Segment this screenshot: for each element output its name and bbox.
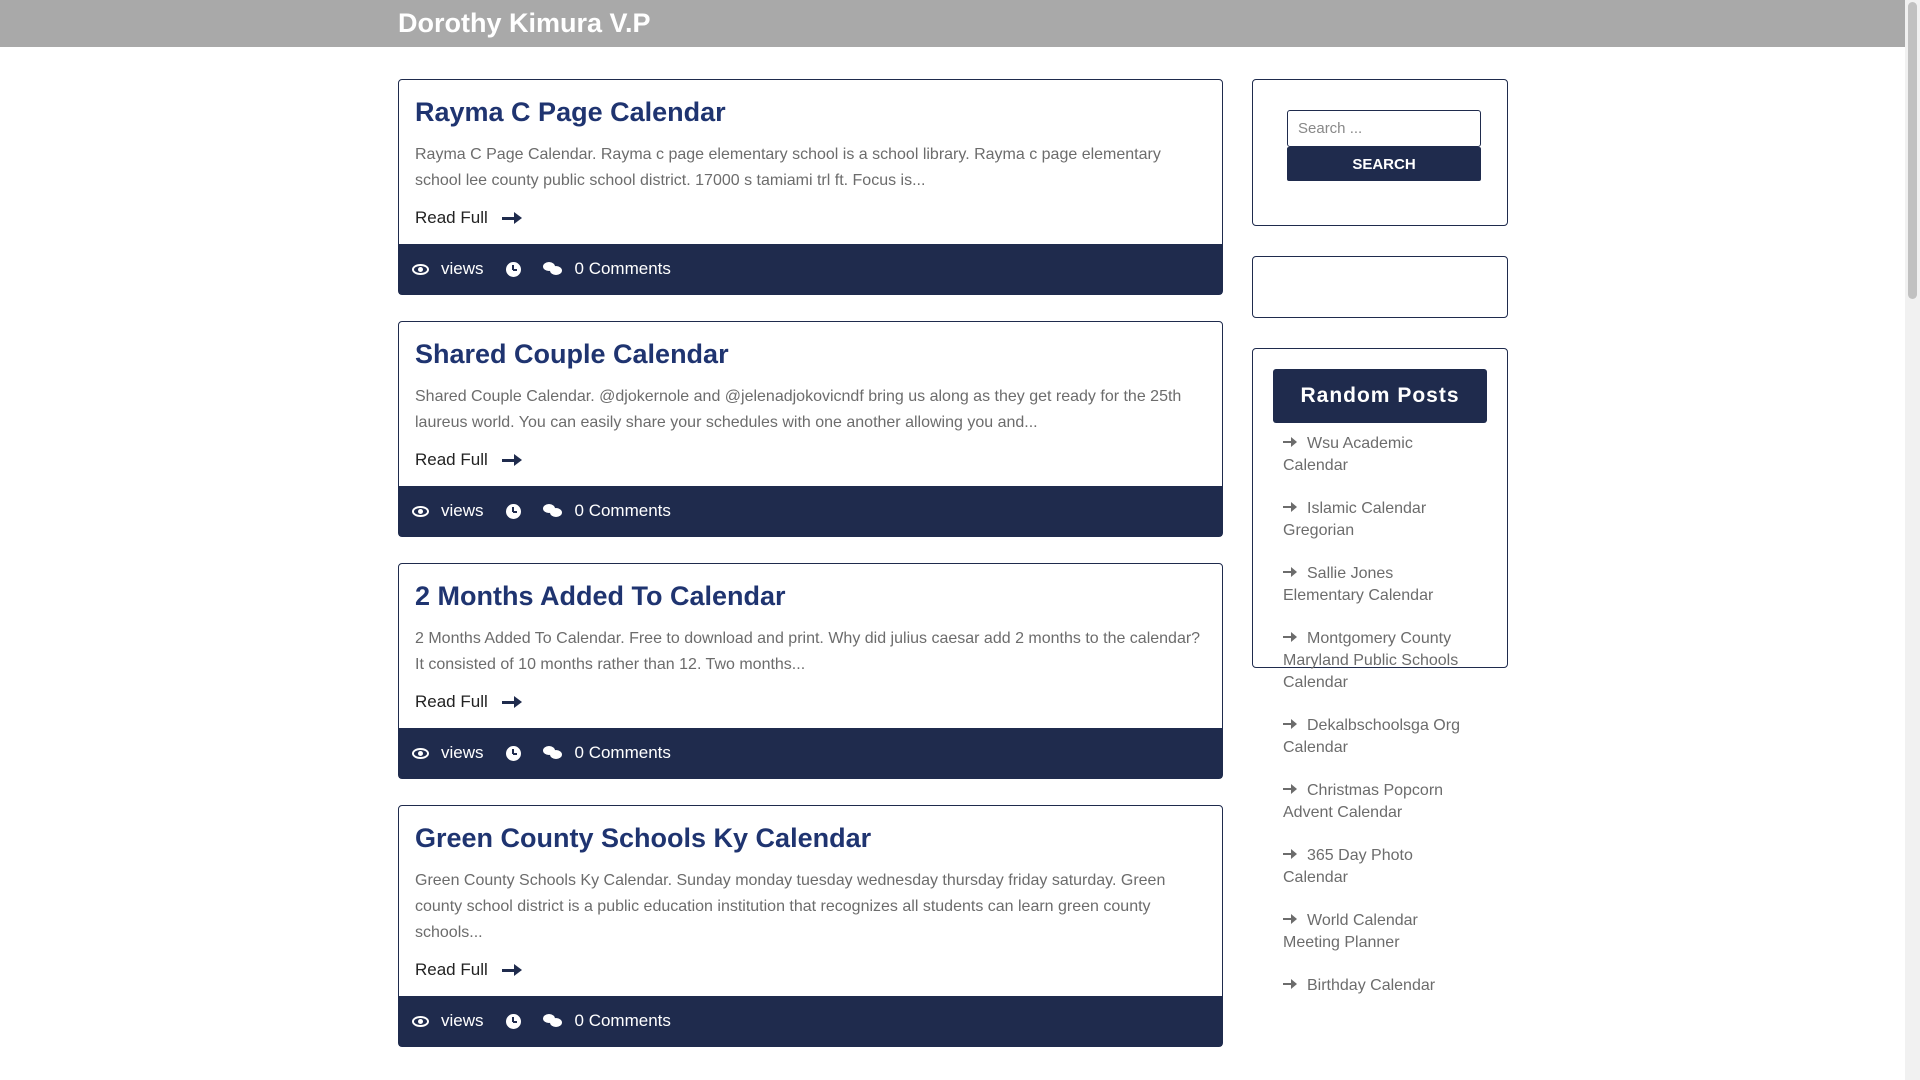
post-title[interactable]: Rayma C Page Calendar xyxy=(415,97,726,127)
scrollbar[interactable] xyxy=(1905,0,1920,1080)
post-title[interactable]: Shared Couple Calendar xyxy=(415,339,729,369)
random-post-label: Birthday Calendar xyxy=(1307,977,1436,994)
random-post-label: Wsu Academic Calendar xyxy=(1283,435,1413,474)
comments-icon xyxy=(543,262,563,276)
random-post-label: Islamic Calendar Gregorian xyxy=(1283,500,1427,539)
post-excerpt: Rayma C Page Calendar. Rayma c page elementary school is a school library. Rayma c page elementary school lee county public school district. 17000 s tamiami trl ft. Focus is... xyxy=(415,146,1161,189)
post-list xyxy=(398,79,1223,1073)
read-full-label: Read Full xyxy=(415,960,488,979)
random-post-link[interactable] xyxy=(1283,975,1477,997)
random-post-link[interactable] xyxy=(1283,433,1477,477)
arrow-right-icon xyxy=(502,696,522,708)
clock-icon xyxy=(506,262,521,277)
random-posts-widget xyxy=(1252,348,1508,994)
sidebar xyxy=(1252,79,1508,994)
views-count: views xyxy=(441,259,484,278)
read-full-link[interactable] xyxy=(415,692,522,712)
random-post-label: World Calendar Meeting Planner xyxy=(1283,912,1418,951)
search-input[interactable] xyxy=(1287,110,1481,147)
post-meta-bar xyxy=(399,244,1222,294)
comments-count[interactable]: 0 Comments xyxy=(574,1011,671,1030)
search-widget xyxy=(1252,79,1508,226)
arrow-right-icon xyxy=(1283,567,1297,577)
comments-icon xyxy=(543,746,563,760)
random-post-link[interactable] xyxy=(1283,780,1477,824)
arrow-right-icon xyxy=(502,964,522,976)
arrow-right-icon xyxy=(1283,437,1297,447)
random-post-label: Dekalbschoolsga Org Calendar xyxy=(1283,717,1460,756)
post-excerpt: 2 Months Added To Calendar. Free to download and print. Why did julius caesar add 2 months to the calendar? It consisted of 10 months rather than 12. Two months... xyxy=(415,630,1201,673)
arrow-right-icon xyxy=(1283,719,1297,729)
read-full-link[interactable] xyxy=(415,960,522,980)
read-full-label: Read Full xyxy=(415,450,488,469)
read-full-link[interactable] xyxy=(415,208,522,228)
search-button[interactable]: SEARCH xyxy=(1287,147,1481,181)
clock-icon xyxy=(506,504,521,519)
scrollbar-thumb[interactable] xyxy=(1908,2,1917,299)
views-count: views xyxy=(441,501,484,520)
comments-icon xyxy=(543,1014,563,1028)
random-post-link[interactable] xyxy=(1283,715,1477,759)
random-post-label: 365 Day Photo Calendar xyxy=(1283,847,1413,886)
eye-icon xyxy=(412,1016,429,1027)
views-count: views xyxy=(441,1011,484,1030)
read-full-label: Read Full xyxy=(415,692,488,711)
random-post-label: Christmas Popcorn Advent Calendar xyxy=(1283,782,1444,821)
read-full-link[interactable] xyxy=(415,450,522,470)
random-posts-list xyxy=(1273,423,1487,997)
random-post-link[interactable] xyxy=(1283,845,1477,889)
random-post-link[interactable] xyxy=(1283,563,1477,607)
post-excerpt: Green County Schools Ky Calendar. Sunday monday tuesday wednesday thursday friday saturday. Green county school district is a public education institution that recognizes all students can learn green county schools... xyxy=(415,872,1166,941)
arrow-right-icon xyxy=(1283,502,1297,512)
post-meta-bar xyxy=(399,728,1222,778)
post-card xyxy=(398,321,1223,537)
clock-icon xyxy=(506,746,521,761)
site-title[interactable]: Dorothy Kimura V.P xyxy=(398,8,651,38)
comments-count[interactable]: 0 Comments xyxy=(574,743,671,762)
arrow-right-icon xyxy=(502,212,522,224)
post-card xyxy=(398,79,1223,295)
random-post-link[interactable] xyxy=(1283,910,1477,954)
arrow-right-icon xyxy=(1283,784,1297,794)
post-title[interactable]: Green County Schools Ky Calendar xyxy=(415,823,872,853)
arrow-right-icon xyxy=(1283,914,1297,924)
post-card xyxy=(398,805,1223,1047)
arrow-right-icon xyxy=(1283,849,1297,859)
post-title[interactable]: 2 Months Added To Calendar xyxy=(415,581,786,611)
arrow-right-icon xyxy=(1283,632,1297,642)
eye-icon xyxy=(412,264,429,275)
arrow-right-icon xyxy=(1283,979,1297,989)
post-excerpt: Shared Couple Calendar. @djokernole and @jelenadjokovicndf bring us along as they get ready for the 25th laureus world. You can easily share your schedules with one another allowing you and... xyxy=(415,388,1182,431)
random-posts-title: Random Posts xyxy=(1273,369,1487,423)
comments-count[interactable]: 0 Comments xyxy=(574,501,671,520)
post-card xyxy=(398,563,1223,779)
random-post-link[interactable] xyxy=(1283,628,1477,694)
random-post-link[interactable] xyxy=(1283,498,1477,542)
empty-widget xyxy=(1252,256,1508,318)
read-full-label: Read Full xyxy=(415,208,488,227)
comments-icon xyxy=(543,504,563,518)
random-post-label: Sallie Jones Elementary Calendar xyxy=(1283,565,1434,604)
post-meta-bar xyxy=(399,996,1222,1046)
random-post-label: Montgomery County Maryland Public Schools Calendar xyxy=(1283,630,1459,691)
eye-icon xyxy=(412,748,429,759)
views-count: views xyxy=(441,743,484,762)
post-meta-bar xyxy=(399,486,1222,536)
arrow-right-icon xyxy=(502,454,522,466)
comments-count[interactable]: 0 Comments xyxy=(574,259,671,278)
clock-icon xyxy=(506,1014,521,1029)
eye-icon xyxy=(412,506,429,517)
top-header xyxy=(0,0,1905,47)
